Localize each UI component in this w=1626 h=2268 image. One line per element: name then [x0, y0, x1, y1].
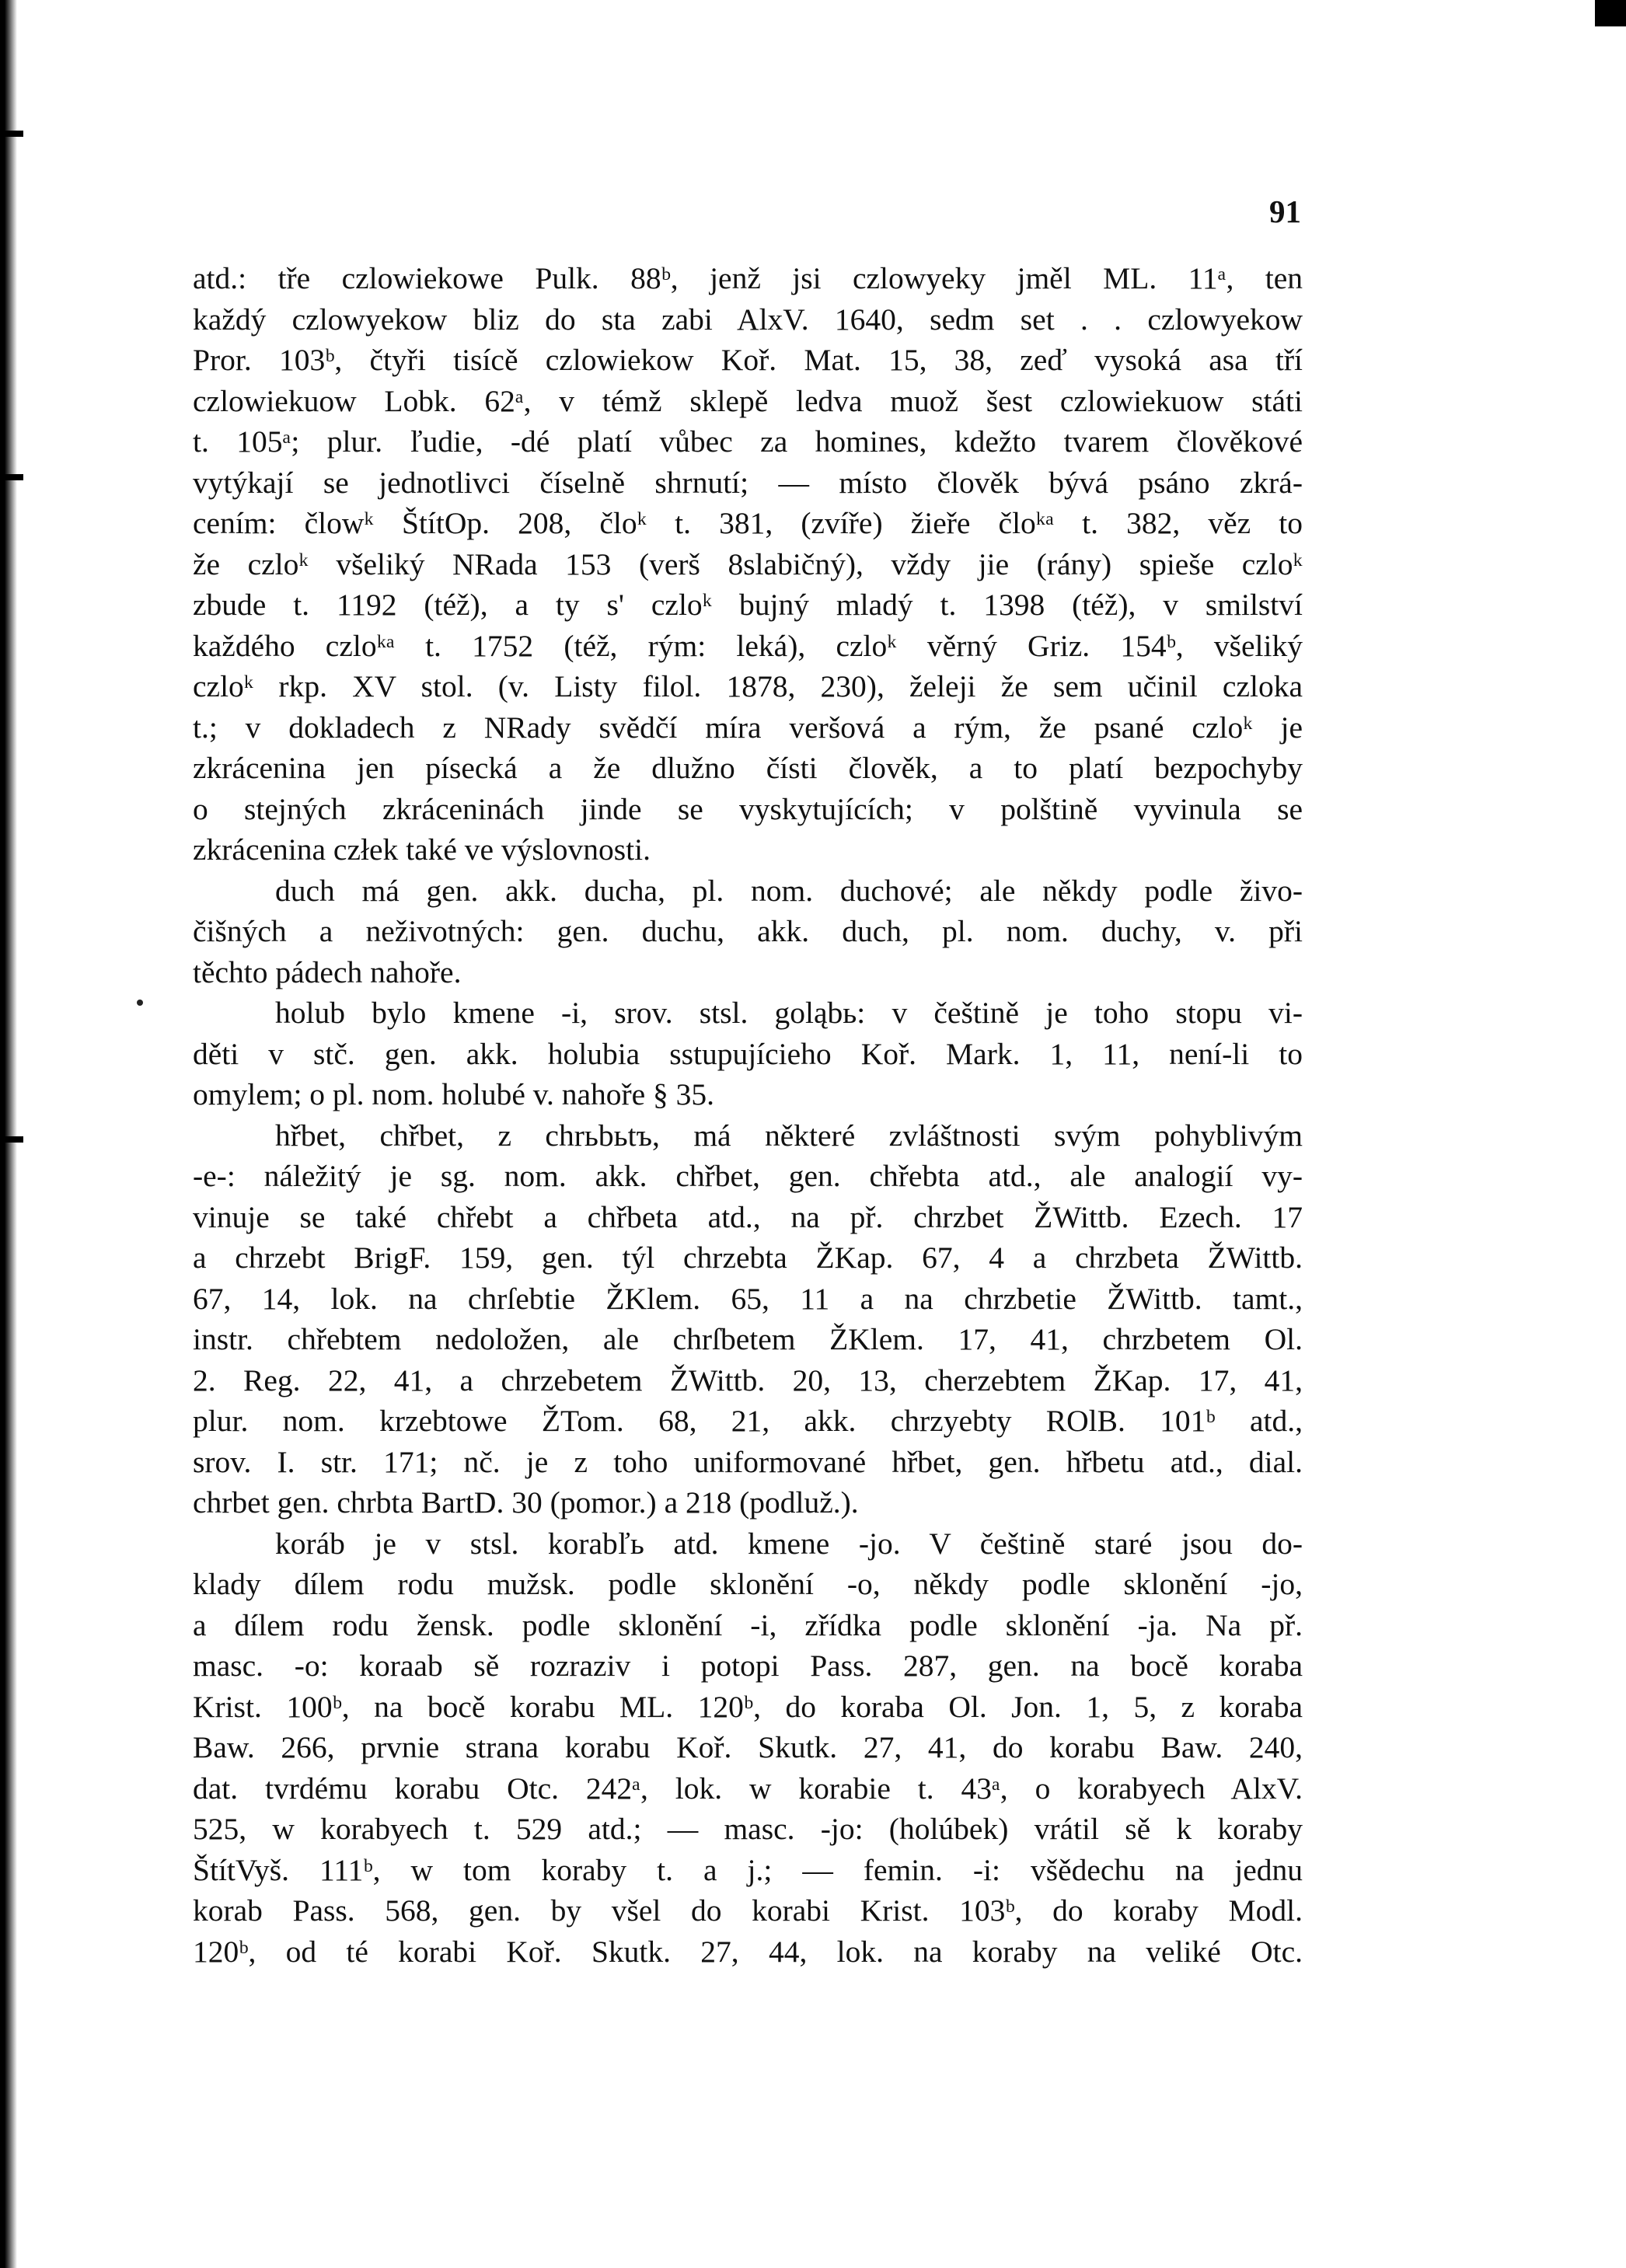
text-line: koráb je v stsl. korabľь atd. kmene -jo. V češtině staré jsou do-	[275, 1526, 1303, 1561]
text-line: cením: člowᵏ ŠtítOp. 208, čloᵏ t. 381, (zvíře) žieře čloᵏᵃ t. 382, věz to	[193, 506, 1303, 540]
text-line: instr. chřebtem nedoložen, ale chrſbetem ŽKlem. 17, 41, chrzbetem Ol.	[193, 1322, 1303, 1356]
text-line: Baw. 266, prvnie strana korabu Koř. Skutk. 27, 41, do korabu Baw. 240,	[193, 1730, 1303, 1764]
text-line: Pror. 103ᵇ, čtyři tisícě czlowiekow Koř. Mat. 15, 38, zeď vysoká asa tří	[193, 343, 1303, 377]
text-line: ŠtítVyš. 111ᵇ, w tom koraby t. a j.; — femin. -i: všědechu na jednu	[193, 1852, 1303, 1887]
text-line: chrbet gen. chrbta BartD. 30 (pomor.) a 218 (podluž.).	[193, 1485, 859, 1520]
scan-edge-mark-middle	[0, 474, 23, 480]
scan-edge-mark-lower	[0, 1136, 23, 1143]
scan-corner-mark	[1595, 0, 1626, 26]
scan-edge-mark-top	[0, 131, 23, 137]
scan-left-edge	[0, 0, 17, 2268]
text-line: vinuje se také chřebt a chřbeta atd., na př. chrzbet ŽWittb. Ezech. 17	[193, 1199, 1303, 1234]
text-line: hřbet, chřbet, z chrьbьtъ, má některé zvláštnosti svým pohyblivým	[275, 1118, 1303, 1153]
text-line: duch má gen. akk. ducha, pl. nom. duchové; ale někdy podle živo-	[275, 873, 1303, 908]
text-line: holub bylo kmene -i, srov. stsl. goląbь: v češtině je toho stopu vi-	[275, 996, 1303, 1030]
text-line: czlowiekuow Lobk. 62ᵃ, v témž sklepě ledva muož šest czlowiekuow státi	[193, 383, 1303, 418]
text-line: a chrzebt BrigF. 159, gen. týl chrzebta ŽKap. 67, 4 a chrzbeta ŽWittb.	[193, 1240, 1303, 1275]
text-line: omylem; o pl. nom. holubé v. nahoře § 35.	[193, 1077, 715, 1111]
text-line: těchto pádech nahoře.	[193, 954, 462, 989]
page-text	[193, 258, 1303, 1972]
text-line: 525, w korabyech t. 529 atd.; — masc. -jo: (holúbek) vrátil sě k koraby	[193, 1812, 1303, 1846]
text-line: čišných a neživotných: gen. duchu, akk. duch, pl. nom. duchy, v. při	[193, 914, 1303, 948]
page-number: 91	[1269, 194, 1301, 229]
text-line: t. 105ᵃ; plur. ľudie, -dé platí vůbec za homines, kdežto tvarem člověkové	[193, 424, 1303, 459]
scan-speck	[137, 1000, 143, 1006]
text-line: 120ᵇ, od té korabi Koř. Skutk. 27, 44, lok. na koraby na veliké Otc.	[193, 1934, 1303, 1969]
text-line: -e-: náležitý je sg. nom. akk. chřbet, gen. chřebta atd., ale analogií vy-	[193, 1159, 1303, 1193]
text-line: vytýkají se jednotlivci číselně shrnutí; — místo člověk bývá psáno zkrá-	[193, 465, 1303, 500]
text-line: zbude t. 1192 (též), a ty s' czloᵏ bujný mladý t. 1398 (též), v smilství	[193, 588, 1303, 622]
text-line: o stejných zkráceninách jinde se vyskytujících; v polštině vyvinula se	[193, 791, 1303, 826]
text-line: každého czloᵏᵃ t. 1752 (též, rým: leká), czloᵏ věrný Griz. 154ᵇ, všeliký	[193, 628, 1303, 663]
text-line: 2. Reg. 22, 41, a chrzebetem ŽWittb. 20, 13, cherzebtem ŽKap. 17, 41,	[193, 1363, 1303, 1397]
text-line: dat. tvrdému korabu Otc. 242ᵃ, lok. w korabie t. 43ᵃ, o korabyech AlxV.	[193, 1771, 1303, 1806]
text-line: že czloᵏ všeliký NRada 153 (verš 8slabičný), vždy jie (rány) spieše czloᵏ	[193, 546, 1303, 581]
text-line: plur. nom. krzebtowe ŽTom. 68, 21, akk. chrzyebty ROlB. 101ᵇ atd.,	[193, 1404, 1303, 1438]
text-line: klady dílem rodu mužsk. podle sklonění -o, někdy podle sklonění -jo,	[193, 1567, 1303, 1601]
text-line: korab Pass. 568, gen. by všel do korabi Krist. 103ᵇ, do koraby Modl.	[193, 1893, 1303, 1928]
text-line: srov. I. str. 171; nč. je z toho uniformované hřbet, gen. hřbetu atd., dial.	[193, 1444, 1303, 1479]
text-line: masc. -o: koraab sě rozraziv i potopi Pass. 287, gen. na bocě koraba	[193, 1649, 1303, 1683]
text-line: děti v stč. gen. akk. holubia sstupujícieho Koř. Mark. 1, 11, není-li to	[193, 1036, 1303, 1071]
text-line: 67, 14, lok. na chrſebtie ŽKlem. 65, 11 a na chrzbetie ŽWittb. tamt.,	[193, 1281, 1303, 1316]
text-line: a dílem rodu žensk. podle sklonění -i, zřídka podle sklonění -ja. Na př.	[193, 1607, 1303, 1642]
text-line: každý czlowyekow bliz do sta zabi AlxV. 1640, sedm set . . czlowyekow	[193, 302, 1303, 337]
text-line: czloᵏ rkp. XV stol. (v. Listy filol. 1878, 230), želeji že sem učinil czloka	[193, 669, 1303, 703]
text-line: Krist. 100ᵇ, na bocě korabu ML. 120ᵇ, do koraba Ol. Jon. 1, 5, z koraba	[193, 1689, 1303, 1724]
text-line: t.; v dokladech z NRady svědčí míra veršová a rým, že psané czloᵏ je	[193, 710, 1303, 745]
text-line: zkrácenina człek také ve výslovnosti.	[193, 832, 651, 867]
text-line: zkrácenina jen písecká a že dlužno čísti člověk, a to platí bezpochyby	[193, 751, 1303, 785]
text-line: atd.: tře czlowiekowe Pulk. 88ᵇ, jenž jsi czlowyeky jměl ML. 11ᵃ, ten	[193, 261, 1303, 295]
